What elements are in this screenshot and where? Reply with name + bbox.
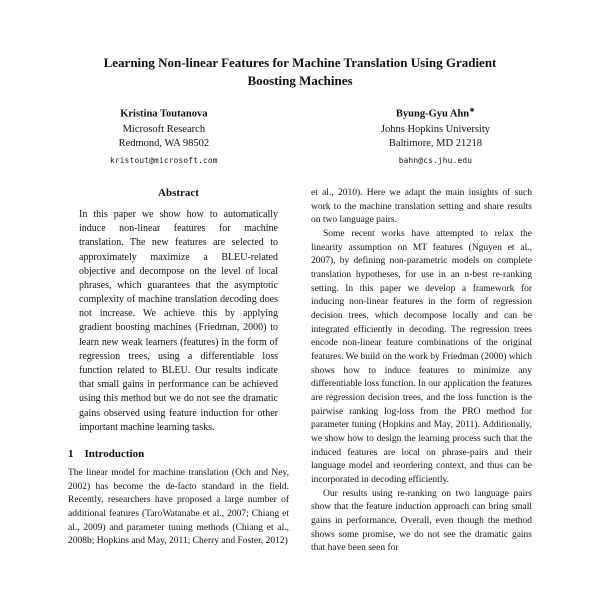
right-paragraph-2: Some recent works have attempted to relax the linearity assumption on MT features (Nguyen et al., 2007), by defining non-parametric models on complete translation hypotheses, for use in an n-best re-ranking setting. In this paper we develop a framework for inducing non-linear features in the form of regression decision trees, which decompose locally and can be integrated efficiently in decoding. The regression trees encode non-linear feature combinations of the original features. We build on the work by Friedman (2000) which shows how to induce features to minimize any differentiable loss function. In our application the features are regression decision trees, and the loss function is the pairwise ranking log-loss from the PRO method for parameter tuning (Hopkins and May, 2011). Additionally, we show how to design the learning process such that the induced features are local on phrase-pairs and their language model and reordering context, and thus can be incorporated in decoding efficiently. <box>311 228 532 486</box>
right-column-text <box>311 187 532 556</box>
author-2-address: Baltimore, MD 21218 <box>388 138 482 150</box>
author-block <box>68 106 532 165</box>
author-1-email: kristout@microsoft.com <box>110 155 218 165</box>
author-2-affiliation: Johns Hopkins University <box>380 123 490 135</box>
paper-title: Learning Non-linear Features for Machine Translation Using Gradient Boosting Machines <box>103 55 497 89</box>
author-2-email: bahn@cs.jhu.edu <box>398 155 473 165</box>
author-1-affiliation: Microsoft Research <box>122 123 206 135</box>
author-2 <box>381 106 490 165</box>
introduction-text <box>68 467 289 549</box>
author-1-address: Redmond, WA 98502 <box>118 138 210 150</box>
intro-paragraph-1: The linear model for machine translation (Och and Ney, 2002) has become the de-facto standard in the field. Recently, researchers have proposed a large number of additional features (TaroWatanabe et al., 2007; Chiang et al., 2009) and parameter tuning methods (Chiang et al., 2008b; Hopkins and May, 2011; Cherry and Foster, 2012) <box>68 467 289 547</box>
author-2-name-text: Byung-Gyu Ahn <box>395 108 470 120</box>
section-1-title: Introduction <box>84 447 145 460</box>
author-2-name <box>381 106 490 122</box>
section-1-heading <box>68 448 289 460</box>
abstract-heading: Abstract <box>158 186 199 199</box>
right-paragraph-1: et al., 2010). Here we adapt the main insights of such work to the machine translation setting and share results on two language pairs. <box>311 187 532 226</box>
right-paragraph-3: Our results using re-ranking on two language pairs show that the feature induction approach can bring small gains in performance. Overall, even though the method shows some promise, we do not see the dramatic gains that have been seen for <box>311 488 532 554</box>
author-1 <box>110 106 218 165</box>
abstract-text: In this paper we show how to automatically induce non-linear features for machine translation. The new features are selected to approximately maximize a BLEU-related objective and decompose on the level of local phrases, which guarantees that the asymptotic complexity of machine translation decoding does not increase. We achieve this by applying gradient boosting machines (Friedman, 2000) to learn new weak learners (features) in the form of regression trees, using a differentiable loss function related to BLEU. Our results indicate that small gains in performance can be achieved using this method but we do not see the dramatic gains observed using feature induction for other important machine learning tasks. <box>79 208 278 433</box>
author-2-note: ∗ <box>469 106 476 115</box>
right-column <box>311 187 532 556</box>
two-column-body <box>68 187 532 556</box>
left-column <box>68 187 289 556</box>
author-1-name-text: Kristina Toutanova <box>120 108 208 120</box>
author-1-name <box>110 106 218 122</box>
section-1-number: 1 <box>68 447 74 460</box>
